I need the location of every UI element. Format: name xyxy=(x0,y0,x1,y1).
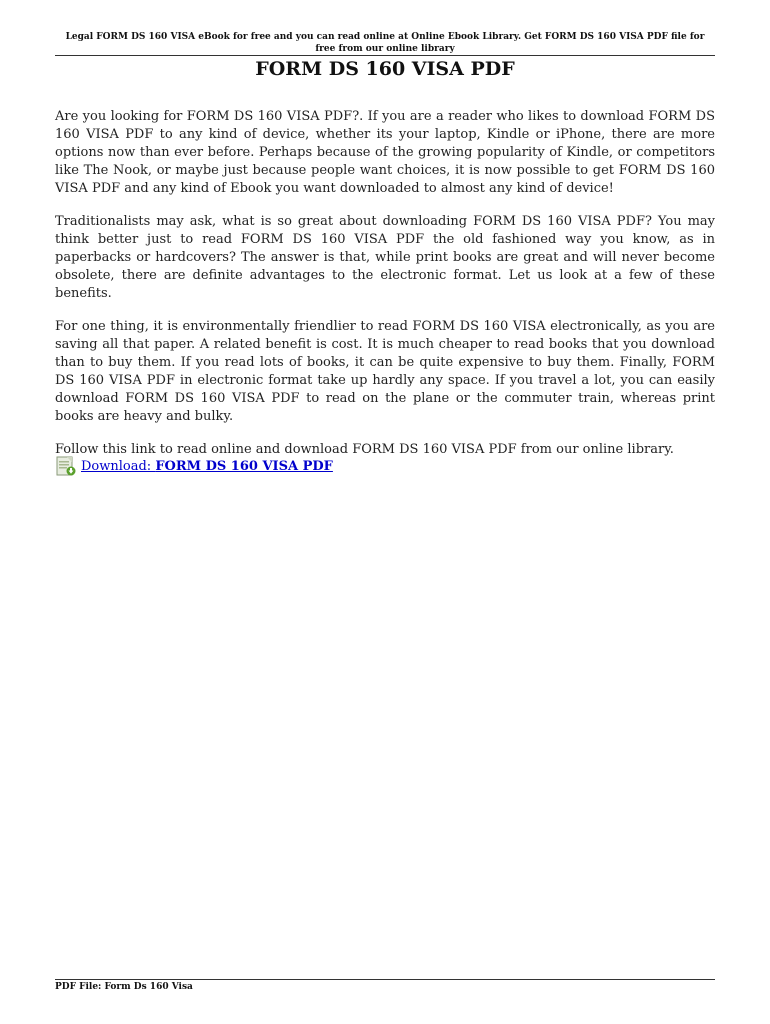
download-prefix: Download: xyxy=(81,459,156,474)
download-row xyxy=(55,456,333,476)
paragraph-traditionalists: Traditionalists may ask, what is so great about downloading FORM DS 160 VISA PDF? You may think better just to read FORM DS 160 VISA PDF the old fashioned way you know, as in paperbacks or hardcovers? The answer is that, while print books are great and will never become obsolete, there are definite advantages to the electronic format. Let us look at a few of these benefits. xyxy=(55,214,715,301)
download-link[interactable] xyxy=(81,458,333,476)
footer-rule xyxy=(55,979,715,980)
paragraph-benefits: For one thing, it is environmentally friendlier to read FORM DS 160 VISA electronically, as you are saving all that paper. A related benefit is cost. It is much cheaper to read books that you download than to buy them. If you read lots of books, it can be quite expensive to buy them. Finally, FORM DS 160 VISA PDF in electronic format take up hardly any space. If you travel a lot, you can easily download FORM DS 160 VISA PDF to read on the plane or the commuter train, whereas print books are heavy and bulky. xyxy=(55,319,715,424)
download-link-text: FORM DS 160 VISA PDF xyxy=(155,459,333,474)
footer-text: PDF File: Form Ds 160 Visa xyxy=(55,982,193,992)
paragraph-follow-link: Follow this link to read online and download FORM DS 160 VISA PDF from our online library. xyxy=(55,442,674,457)
document-download-icon[interactable] xyxy=(55,456,77,476)
header-note: Legal FORM DS 160 VISA eBook for free and you can read online at Online Ebook Library. Get FORM DS 160 VISA PDF file for free from our online library xyxy=(65,32,705,54)
page-title: FORM DS 160 VISA PDF xyxy=(255,58,515,80)
body-text xyxy=(55,108,715,474)
paragraph-intro: Are you looking for FORM DS 160 VISA PDF?. If you are a reader who likes to download FORM DS 160 VISA PDF to any kind of device, whether its your laptop, Kindle or iPhone, there are more options now than ever before. Perhaps because of the growing popularity of Kindle, or competitors like The Nook, or maybe just because people want choices, it is now possible to get FORM DS 160 VISA PDF and any kind of Ebook you want downloaded to almost any kind of device! xyxy=(55,109,715,196)
header-rule xyxy=(55,55,715,56)
